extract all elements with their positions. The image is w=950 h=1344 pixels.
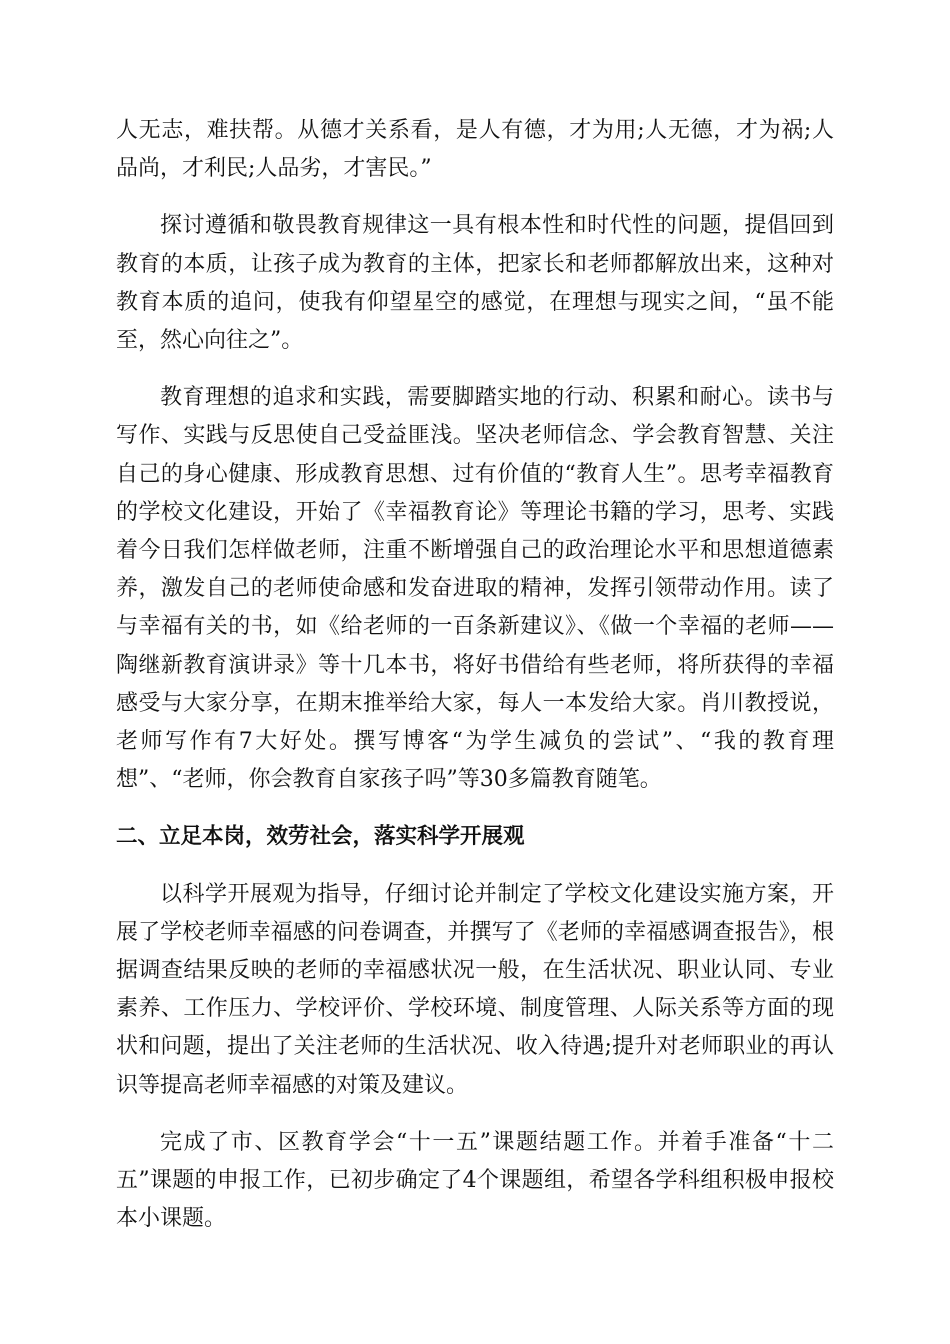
section-heading: 二、立足本岗，效劳社会，落实科学开展观	[116, 824, 525, 850]
paragraph-survey: 以科学开展观为指导，仔细讨论并制定了学校文化建设实施方案，开展了学校老师幸福感的问卷调查，并撰写了《老师的幸福感调查报告》，根据调查结果反映的老师的幸福感状况一般，在生活状况、职业认同、专业素养、工作压力、学校评价、学校环境、制度管理、人际关系等方面的现状和问题，提出了关注老师的生活状况、收入待遇;提升对老师职业的再认识等提高老师幸福感的对策及建议。	[116, 881, 834, 1098]
paragraph-education-law: 探讨遵循和敬畏教育规律这一具有根本性和时代性的问题，提倡回到教育的本质，让孩子成为教育的主体，把家长和老师都解放出来，这种对教育本质的追问，使我有仰望星空的感觉，在理想与现实之间，“虽不能至，然心向往之”。	[116, 213, 834, 354]
paragraph-research-projects: 完成了市、区教育学会“十一五”课题结题工作。并着手准备“十二五”课题的申报工作，已初步确定了4个课题组，希望各学科组积极申报校本小课题。	[116, 1129, 834, 1232]
paragraph-continuation: 人无志，难扶帮。从德才关系看，是人有德，才为用;人无德，才为祸;人品尚，才利民;人品劣，才害民。”	[116, 118, 834, 182]
document-page	[116, 112, 834, 1257]
paragraph-education-ideal: 教育理想的追求和实践，需要脚踏实地的行动、积累和耐心。读书与写作、实践与反思使自己受益匪浅。坚决老师信念、学会教育智慧、关注自己的身心健康、形成教育思想、过有价值的“教育人生”。思考幸福教育的学校文化建设，开始了《幸福教育论》等理论书籍的学习，思考、实践着今日我们怎样做老师，注重不断增强自己的政治理论水平和思想道德素养，激发自己的老师使命感和发奋进取的精神，发挥引领带动作用。读了与幸福有关的书，如《给老师的一百条新建议》、《做一个幸福的老师——陶继新教育演讲录》等十几本书，将好书借给有些老师，将所获得的幸福感受与大家分享，在期末推举给大家，每人一本发给大家。肖川教授说，老师写作有7大好处。撰写博客“为学生减负的尝试”、“我的教育理想”、“老师，你会教育自家孩子吗”等30多篇教育随笔。	[116, 385, 834, 793]
